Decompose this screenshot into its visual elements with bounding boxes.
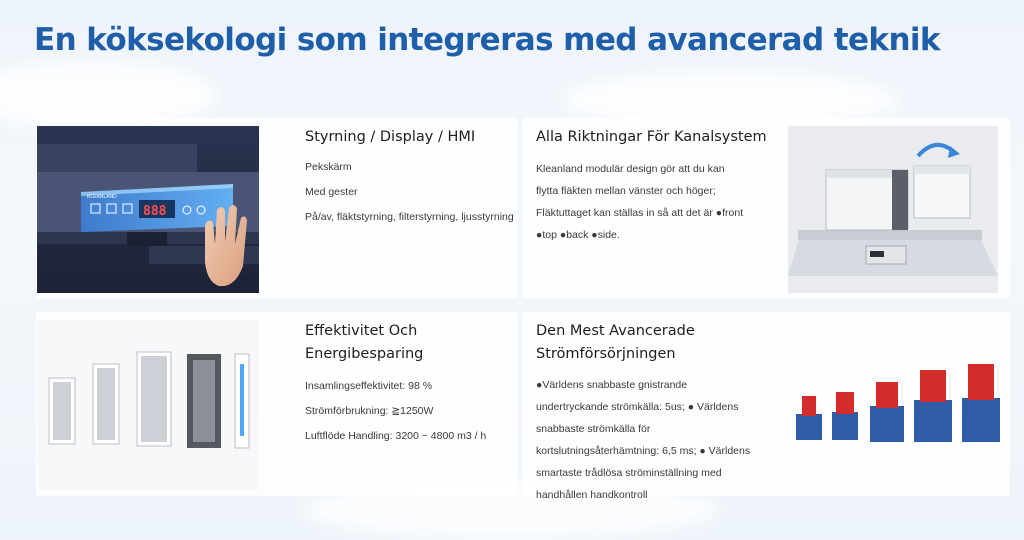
modular-fan-image (788, 126, 998, 293)
feature-card-hmi (36, 118, 518, 298)
feature-line-airflow: Luftflöde Handling: 3200 ~ 4800 m3 / h (305, 430, 487, 442)
feature-title-efficiency: Effektivitet Och Energibesparing (305, 323, 424, 362)
feature-line-collection: Insamlingseffektivitet: 98 % (305, 380, 433, 392)
feature-line-gesture: Med gester (305, 186, 358, 198)
power-supply-image (792, 352, 1002, 452)
display-brand-label: KLEANLAND (87, 194, 117, 200)
feature-card-efficiency (36, 312, 518, 496)
page-title: En köksekologi som integreras med avancerad teknik (34, 22, 940, 58)
feature-line-touch: Pekskärm (305, 161, 352, 173)
feature-title-duct: Alla Riktningar För Kanalsystem (536, 129, 767, 145)
feature-title-power: Den Mest Avancerade Strömförsörjningen (536, 323, 695, 362)
feature-line-controls: På/av, fläktstyrning, filterstyrning, ljusstyrning (305, 211, 514, 223)
feature-title-hmi: Styrning / Display / HMI (305, 129, 476, 145)
feature-description-duct: Kleanland modulär design gör att du kan flytta fläkten mellan vänster och höger; Fläktuttaget kan ställas in så att det är ●front ●top ●back ●side. (536, 163, 744, 241)
feature-description-power: ●Världens snabbaste gnistrande undertryckande strömkälla: 5us; ● Världens snabbaste strömkälla för kortslutningsåterhämtning: 6,5 ms; ● Världens smartaste trådlösa ströminställning med handhållen handkontroll (536, 379, 751, 501)
feature-line-power: Strömförbrukning: ≧1250W (305, 405, 434, 417)
feature-card-duct (522, 118, 1010, 298)
feature-card-power (522, 312, 1010, 501)
filter-modules-image (37, 320, 259, 490)
hmi-display-image (37, 126, 259, 293)
display-readout: 888 (143, 204, 167, 219)
